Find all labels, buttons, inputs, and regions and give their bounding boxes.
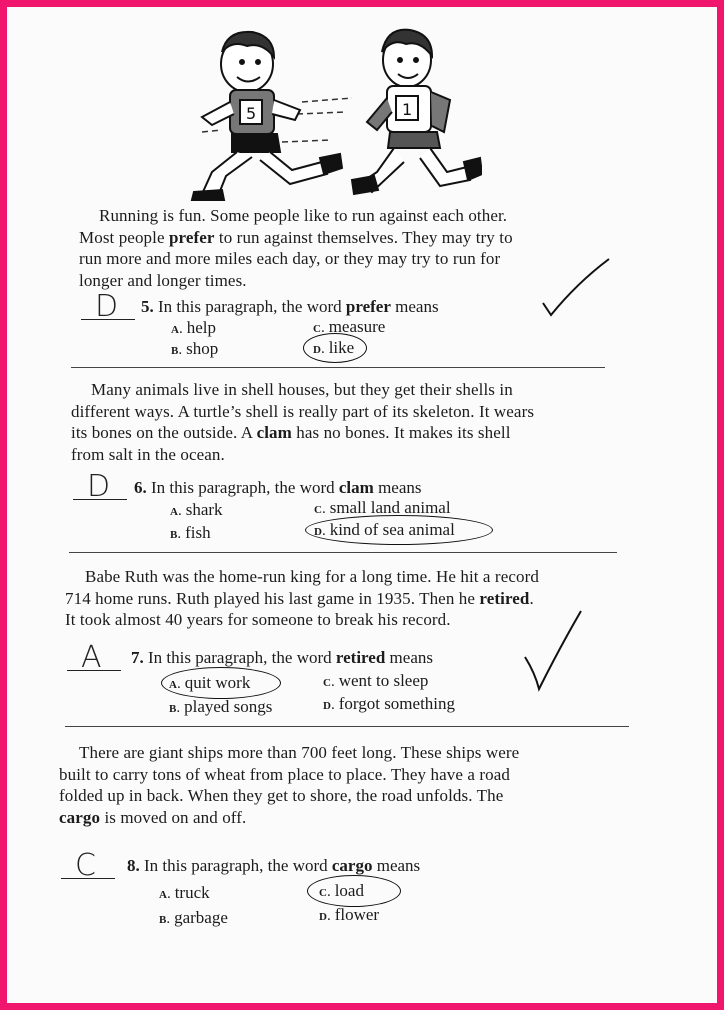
question-6 [134, 478, 422, 498]
question-stem: In this paragraph, the word [158, 297, 342, 316]
option-b[interactable] [170, 523, 211, 543]
option-text: garbage [174, 908, 228, 927]
answer-blank-7[interactable] [67, 640, 121, 675]
option-text: like [328, 338, 355, 357]
option-letter: A. [171, 324, 183, 336]
option-text: truck [174, 883, 210, 902]
question-8 [127, 856, 420, 876]
checkmark-icon [515, 607, 595, 697]
option-letter: A. [159, 889, 171, 901]
option-text: played songs [184, 697, 273, 716]
question-keyword: retired [335, 648, 386, 667]
option-text: quit work [184, 673, 251, 692]
option-d[interactable] [323, 694, 455, 714]
option-b[interactable] [159, 908, 228, 928]
question-stem: In this paragraph, the word [151, 478, 335, 497]
option-b[interactable] [169, 697, 272, 717]
option-text: flower [334, 905, 380, 924]
option-text: shop [186, 339, 219, 358]
option-letter: D. [323, 700, 335, 712]
answer-circle-8 [307, 875, 401, 907]
option-letter: B. [170, 529, 182, 541]
option-letter: A. [169, 679, 181, 691]
question-stem-end: means [376, 856, 421, 875]
question-5 [141, 297, 439, 317]
option-letter: C. [323, 677, 335, 689]
option-letter: C. [314, 504, 326, 516]
runner-left [192, 32, 342, 200]
option-text: measure [328, 317, 386, 336]
paragraph-line: different ways. A turtle’s shell is really part of its skeleton. It wears [71, 401, 535, 421]
option-letter: C. [319, 887, 331, 899]
question-stem-end: means [389, 648, 433, 667]
paragraph-line: built to carry tons of wheat from place to place. They have a road [59, 764, 510, 784]
option-text: shark [185, 500, 223, 519]
paragraph-line: longer and longer times. [79, 270, 247, 290]
question-number: 6. [134, 478, 147, 497]
option-text: forgot something [338, 694, 456, 713]
paragraph-3 [65, 566, 539, 631]
answer-circle-7 [161, 667, 281, 699]
paragraph-line: Running is fun. Some people like to run against each other. [99, 206, 508, 225]
bib-number-right: 1 [402, 100, 413, 119]
handwritten-answer: C [75, 848, 96, 883]
paragraph-line: its bones on the outside. A clam has no bones. It makes its shell [71, 423, 511, 442]
answer-blank-6[interactable] [73, 469, 127, 504]
option-c[interactable] [323, 671, 428, 691]
option-letter: B. [159, 914, 171, 926]
divider [71, 367, 605, 368]
question-number: 5. [141, 297, 154, 316]
worksheet-page [7, 7, 717, 1003]
paragraph-line: cargo is moved on and off. [59, 807, 247, 827]
question-stem-end: means [378, 478, 422, 497]
handwritten-answer: D [95, 289, 119, 324]
bib-number-left: 5 [246, 104, 257, 123]
answer-circle-5 [303, 333, 367, 363]
paragraph-2 [71, 379, 534, 465]
option-letter: A. [170, 506, 182, 518]
option-text: fish [185, 523, 211, 542]
option-letter: D. [314, 526, 326, 538]
paragraph-line: run more and more miles each day, or they may try to run for [79, 249, 501, 268]
question-stem: In this paragraph, the word [148, 648, 332, 667]
question-stem: In this paragraph, the word [144, 856, 328, 875]
handwritten-answer: D [87, 469, 111, 504]
paragraph-1 [79, 205, 513, 291]
paragraph-line: It took almost 40 years for someone to break his record. [65, 610, 451, 629]
option-letter: D. [313, 344, 325, 356]
question-keyword: cargo [331, 856, 373, 875]
option-text: help [186, 318, 216, 337]
question-7 [131, 648, 433, 668]
runner-right [352, 30, 482, 194]
option-a[interactable] [170, 500, 223, 520]
option-letter: B. [171, 345, 183, 357]
divider [65, 726, 629, 727]
answer-blank-5[interactable] [81, 289, 135, 324]
answer-blank-8[interactable] [61, 848, 115, 883]
option-b[interactable] [171, 339, 218, 359]
handwritten-answer: A [81, 640, 102, 675]
option-letter: C. [313, 323, 325, 335]
question-keyword: prefer [345, 297, 391, 316]
paragraph-line: from salt in the ocean. [71, 444, 225, 464]
option-letter: D. [319, 911, 331, 923]
paragraph-line: folded up in back. When they get to shore, the road unfolds. The [59, 786, 504, 805]
option-a[interactable] [159, 883, 210, 903]
option-text: load [334, 881, 364, 900]
divider [69, 552, 617, 553]
option-text: small land animal [329, 498, 451, 517]
answer-circle-6 [305, 515, 493, 545]
question-keyword: clam [338, 478, 374, 497]
paragraph-line: Many animals live in shell houses, but they get their shells in [91, 380, 513, 399]
question-number: 8. [127, 856, 140, 875]
checkmark-icon [537, 253, 617, 323]
runners-illustration [182, 22, 482, 202]
paragraph-line: There are giant ships more than 700 feet long. These ships were [79, 743, 520, 762]
option-text: went to sleep [338, 671, 429, 690]
option-letter: B. [169, 703, 181, 715]
paragraph-line: Most people prefer to run against themselves. They may try to [79, 227, 513, 247]
option-text: kind of sea animal [329, 520, 455, 539]
paragraph-line: 714 home runs. Ruth played his last game in 1935. Then he retired. [65, 588, 534, 608]
paragraph-line: Babe Ruth was the home-run king for a long time. He hit a record [85, 567, 539, 586]
option-d[interactable] [319, 905, 379, 925]
question-number: 7. [131, 648, 144, 667]
option-a[interactable] [171, 318, 216, 338]
paragraph-4 [59, 742, 519, 828]
question-stem-end: means [395, 297, 439, 316]
